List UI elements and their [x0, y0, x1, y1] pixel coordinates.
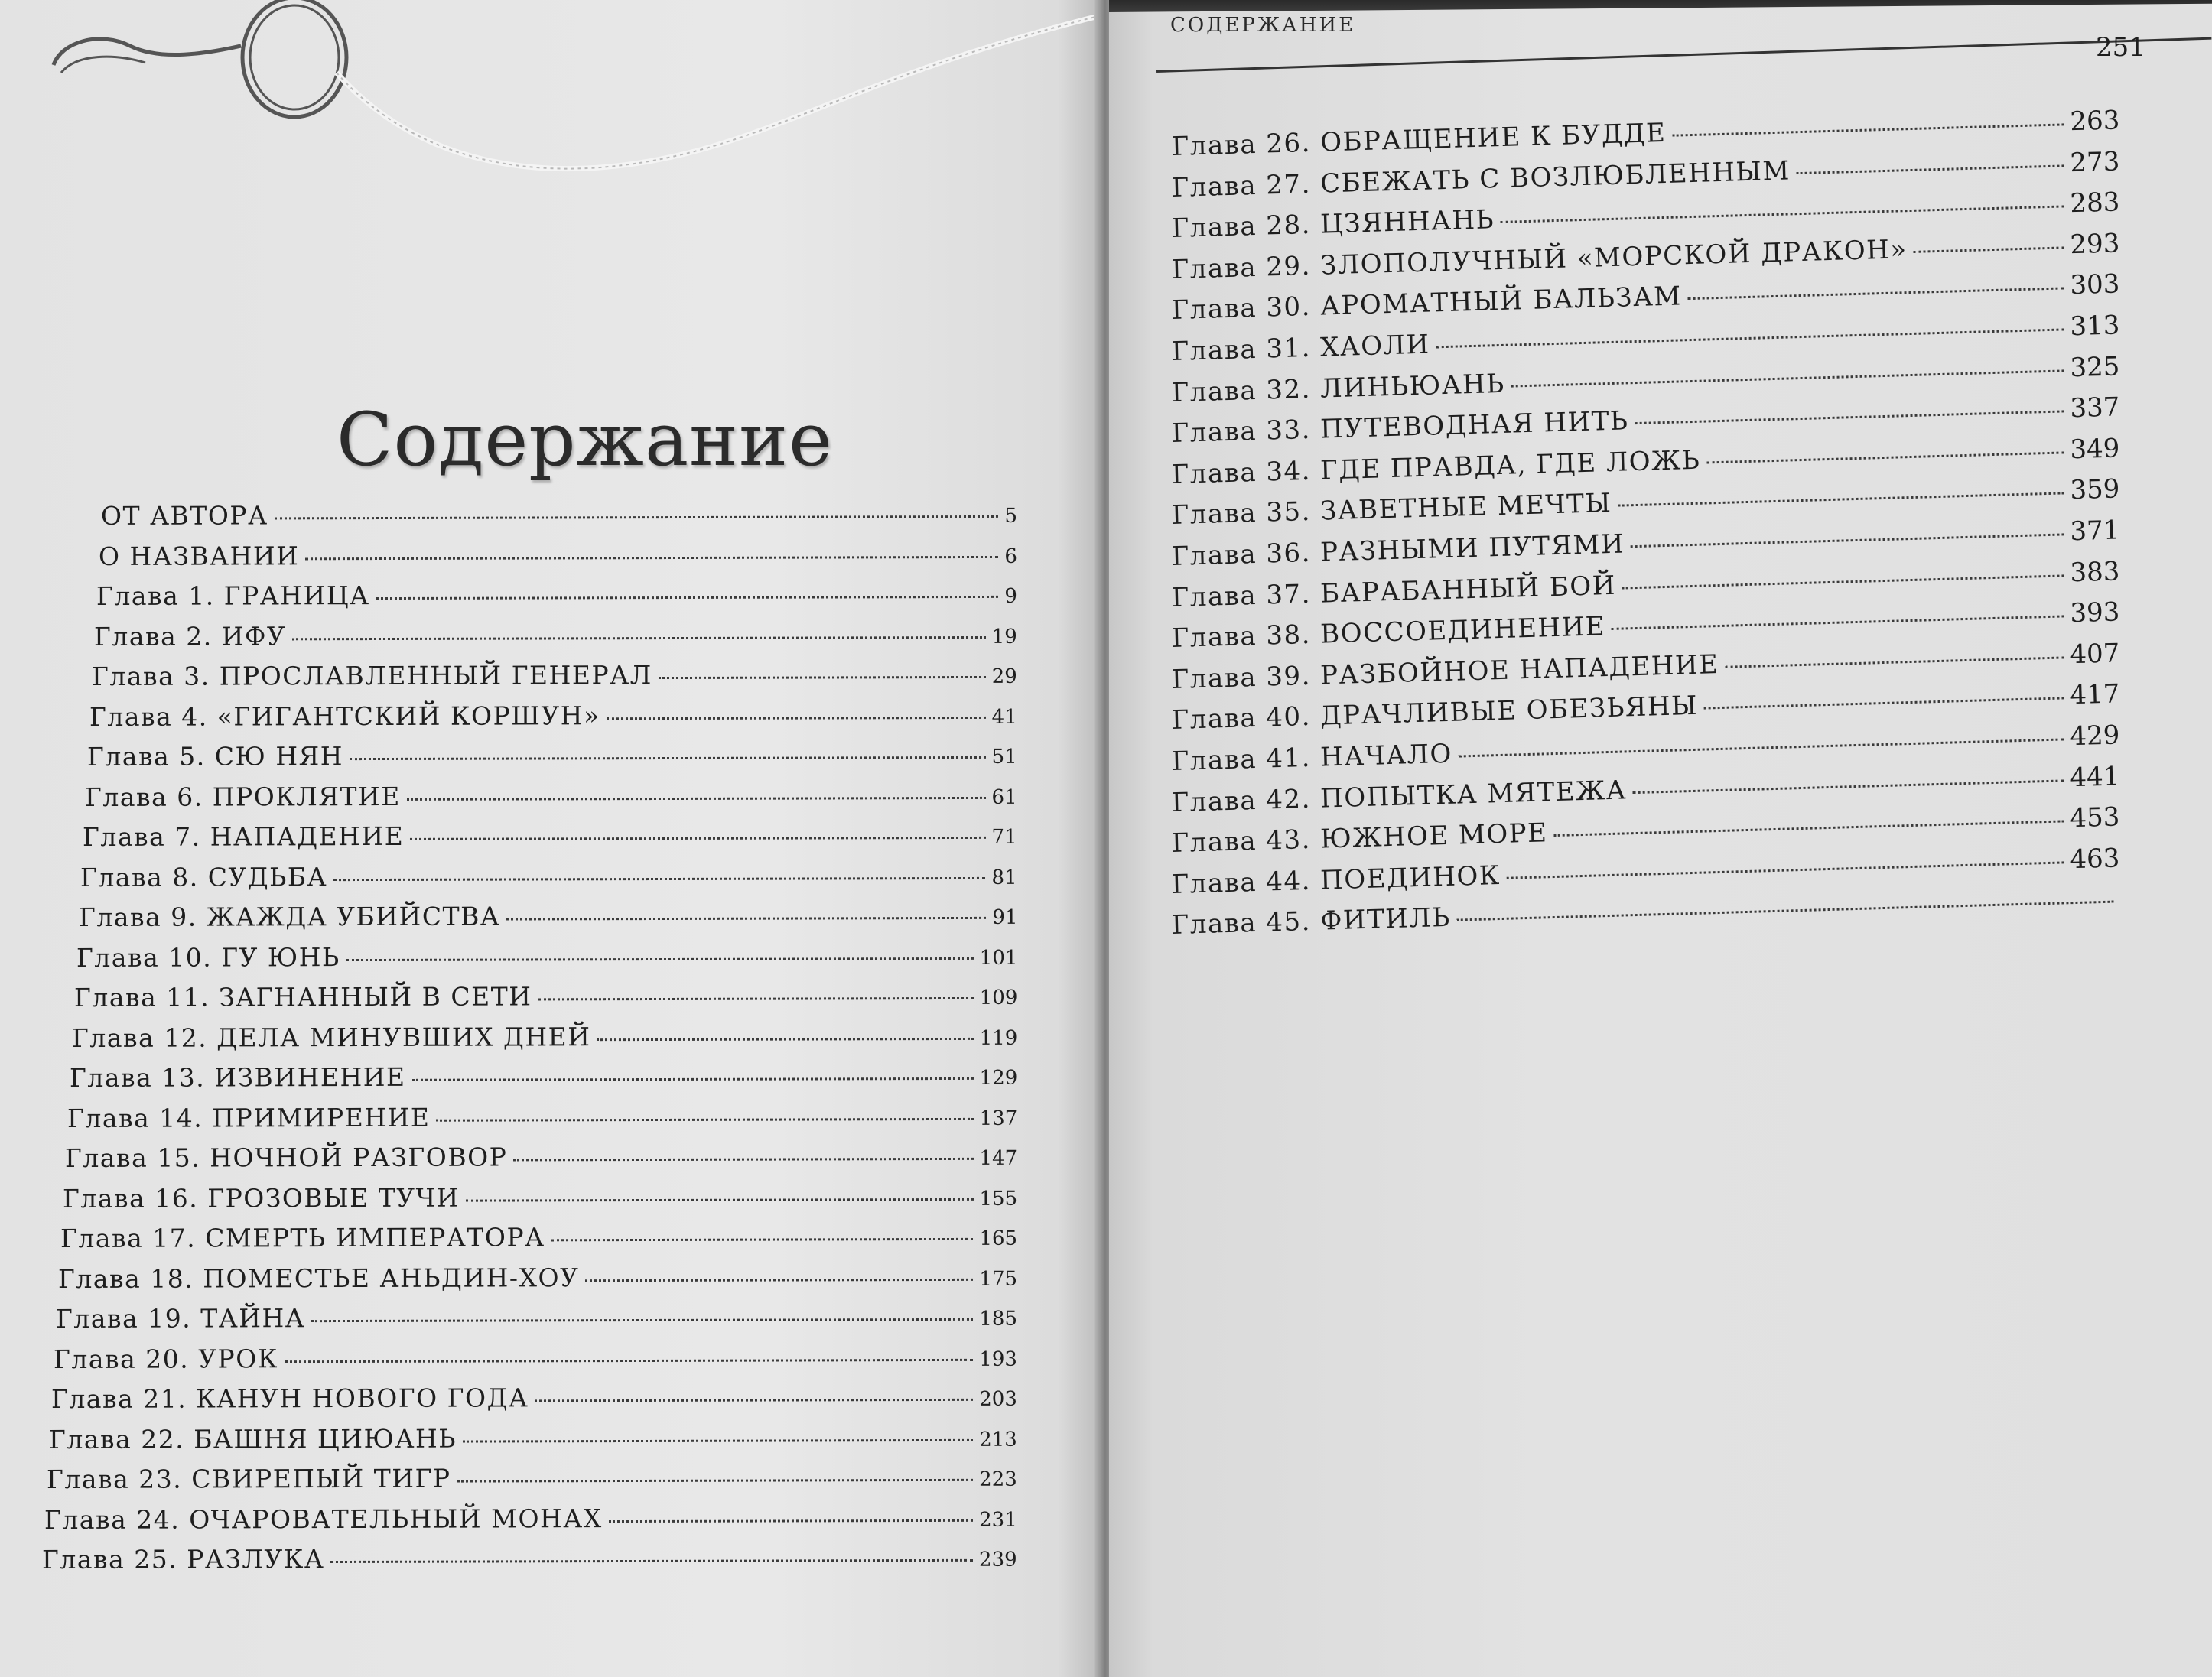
toc-entry-page: 429: [2069, 720, 2120, 752]
toc-entry-page: 9: [1004, 584, 1018, 608]
toc-dot-leader: [585, 1278, 973, 1281]
toc-entry-page: 453: [2069, 801, 2120, 834]
toc-entry-title: Глава 31. ХАОЛИ: [1171, 329, 1431, 367]
toc-entry-title: Глава 19. ТАЙНА: [55, 1303, 306, 1334]
toc-entry-title: Глава 12. ДЕЛА МИНУВШИХ ДНЕЙ: [71, 1021, 591, 1053]
toc-dot-leader: [407, 796, 986, 800]
toc-entry-page: 91: [991, 905, 1018, 929]
toc-entry-page: 29: [991, 665, 1018, 688]
toc-dot-leader: [609, 1519, 973, 1522]
toc-entry-title: Глава 16. ГРОЗОВЫЕ ТУЧИ: [62, 1182, 460, 1214]
toc-entry-title: Глава 10. ГУ ЮНЬ: [76, 941, 340, 973]
toc-entry-page: 239: [979, 1548, 1018, 1571]
toc-entry-title: Глава 5. СЮ НЯН: [87, 741, 344, 772]
toc-entry-page: 337: [2069, 392, 2120, 424]
toc-dot-leader: [1633, 779, 2064, 794]
toc-entry-title: Глава 35. ЗАВЕТНЫЕ МЕЧТЫ: [1171, 488, 1612, 531]
toc-entry-title: Глава 2. ИФУ: [94, 620, 287, 652]
toc-entry-title: Глава 45. ФИТИЛЬ: [1171, 902, 1452, 941]
toc-entry-title: Глава 43. ЮЖНОЕ МОРЕ: [1171, 817, 1548, 860]
toc-dot-leader: [275, 515, 999, 519]
toc-entry: [58, 1261, 1017, 1303]
toc-dot-leader: [513, 1158, 973, 1162]
toc-entry-title: Глава 38. ВОССОЕДИНЕНИЕ: [1171, 611, 1606, 655]
toc-dot-leader: [1618, 492, 2064, 507]
toc-entry: [72, 1020, 1017, 1062]
toc-entry-title: Глава 25. РАЗЛУКА: [42, 1544, 325, 1575]
toc-entry-page: 393: [2069, 596, 2120, 629]
toc-entry-page: 231: [979, 1508, 1018, 1532]
toc-entry-title: Глава 18. ПОМЕСТЬЕ АНЬДИН-ХОУ: [57, 1262, 580, 1294]
toc-entry: [83, 820, 1017, 862]
toc-entry-title: Глава 4. «ГИГАНТСКИЙ КОРШУН»: [89, 700, 601, 732]
toc-dot-leader: [457, 1479, 974, 1483]
toc-entry-title: Глава 24. ОЧАРОВАТЕЛЬНЫЙ МОНАХ: [44, 1503, 603, 1535]
toc-entry: [47, 1462, 1017, 1504]
toc-entry-title: Глава 40. ДРАЧЛИВЫЕ ОБЕЗЬЯНЫ: [1171, 691, 1699, 736]
toc-entry-page: 137: [979, 1107, 1018, 1130]
toc-entry-page: 61: [991, 785, 1018, 809]
toc-dot-leader: [305, 555, 998, 559]
toc-dot-leader: [1457, 901, 2114, 921]
toc-dot-leader: [1688, 288, 2064, 301]
toc-entry-title: О НАЗВАНИИ: [98, 540, 300, 571]
toc-dot-leader: [659, 676, 986, 679]
toc-entry-page: 119: [979, 1026, 1018, 1050]
toc-entry-page: 19: [991, 625, 1018, 648]
toc-entry-title: Глава 41. НАЧАЛО: [1171, 738, 1453, 777]
toc-entry-title: Глава 28. ЦЗЯННАНЬ: [1171, 204, 1495, 245]
toc-entry-page: 263: [2069, 105, 2120, 138]
toc-entry-page: 349: [2069, 433, 2120, 465]
toc-entry: [99, 538, 1017, 580]
toc-entry-page: 81: [991, 866, 1018, 889]
toc-entry-page: 155: [979, 1187, 1018, 1211]
toc-dot-leader: [1631, 533, 2064, 548]
toc-dot-leader: [331, 1559, 974, 1563]
toc-entry-page: 193: [979, 1347, 1018, 1371]
toc-entry-title: Глава 32. ЛИНЬЮАНЬ: [1171, 368, 1506, 408]
toc-dot-leader: [285, 1358, 973, 1362]
toc-dot-leader: [1459, 738, 2064, 757]
toc-entry-title: Глава 37. БАРАБАННЫЙ БОЙ: [1171, 570, 1617, 613]
toc-dot-leader: [1725, 656, 2064, 668]
toc-dot-leader: [1622, 574, 2064, 589]
toc-entry-title: Глава 6. ПРОКЛЯТИЕ: [85, 781, 402, 812]
toc-entry-page: 6: [1004, 544, 1018, 568]
toc-dot-leader: [538, 997, 973, 1000]
toc-entry: [60, 1221, 1017, 1263]
toc-carryover-page-number: 251: [2096, 32, 2145, 63]
toc-entry-title: Глава 22. БАШНЯ ЦИЮАНЬ: [49, 1423, 457, 1454]
toc-dot-leader: [1706, 451, 2064, 463]
toc-entry-page: 5: [1004, 504, 1018, 528]
toc-entry-page: 371: [2069, 515, 2120, 548]
toc-entry: [80, 860, 1017, 902]
running-head: СОДЕРЖАНИЕ: [1170, 14, 1356, 37]
toc-entry-title: Глава 36. РАЗНЫМИ ПУТЯМИ: [1171, 528, 1625, 572]
toc-dot-leader: [1797, 164, 2064, 174]
toc-entry: [63, 1181, 1017, 1223]
toc-entry: [87, 739, 1017, 782]
toc-entry-title: Глава 13. ИЗВИНЕНИЕ: [69, 1061, 406, 1093]
toc-dot-leader: [346, 957, 973, 960]
toc-entry-title: Глава 15. НОЧНОЙ РАЗГОВОР: [64, 1142, 508, 1173]
toc-dot-leader: [350, 756, 986, 760]
toc-entry-page: 175: [979, 1267, 1018, 1291]
toc-entry: [70, 1061, 1017, 1103]
toc-entry-page: 325: [2069, 350, 2120, 383]
toc-dot-leader: [292, 635, 986, 639]
toc-entry-title: Глава 34. ГДЕ ПРАВДА, ГДЕ ЛОЖЬ: [1171, 444, 1701, 490]
toc-entry-title: Глава 20. УРОК: [53, 1343, 278, 1374]
toc-entry: [76, 940, 1017, 982]
toc-dot-leader: [597, 1037, 973, 1040]
toc-entry-page: 313: [2069, 310, 2120, 343]
toc-entry: [89, 699, 1017, 741]
toc-entry-page: 213: [979, 1428, 1018, 1451]
toc-entry-page: 293: [2069, 228, 2120, 260]
toc-entry: [94, 619, 1017, 661]
toc-entry-page: 109: [979, 986, 1018, 1009]
header-rule: [1156, 37, 2211, 73]
toc-entry-title: Глава 23. СВИРЕПЫЙ ТИГР: [47, 1463, 451, 1494]
toc-entry-page: 185: [979, 1307, 1018, 1331]
left-page: [0, 0, 1101, 1677]
toc-entry-page: 463: [2069, 843, 2120, 875]
toc-entry-page: 441: [2069, 760, 2120, 793]
page-edge-shadow: [1109, 0, 2212, 12]
toc-entry-page: 101: [979, 946, 1018, 970]
toc-entry-page: 41: [991, 705, 1018, 729]
toc-entry-page: 407: [2069, 638, 2120, 670]
toc-dot-leader: [1635, 411, 2064, 425]
toc-entry-page: 51: [991, 745, 1018, 769]
toc-entry-page: 383: [2069, 555, 2120, 588]
toc-entry-page: 283: [2069, 187, 2120, 219]
toc-entry: [54, 1341, 1017, 1383]
toc-entry-title: Глава 3. ПРОСЛАВЛЕННЫЙ ГЕНЕРАЛ: [92, 660, 652, 691]
toc-dot-leader: [1436, 328, 2064, 348]
toc-dot-leader: [311, 1318, 973, 1322]
toc-dot-leader: [376, 596, 999, 600]
toc-entry: [49, 1422, 1017, 1464]
toc-entry-title: Глава 7. НАПАДЕНИЕ: [83, 821, 405, 852]
monocle-ornament-icon: [31, 0, 1101, 199]
toc-entry-title: Глава 44. ПОЕДИНОК: [1171, 860, 1501, 900]
toc-entry-page: 165: [979, 1227, 1018, 1250]
toc-entry: [85, 779, 1017, 821]
toc-dot-leader: [506, 917, 986, 921]
toc-entry-page: 417: [2069, 678, 2120, 711]
toc-entry-page: 273: [2069, 145, 2120, 178]
toc-entry-title: Глава 29. ЗЛОПОЛУЧНЫЙ «МОРСКОЙ ДРАКОН»: [1171, 233, 1908, 285]
toc-dot-leader: [411, 837, 986, 840]
toc-entry: [67, 1100, 1017, 1142]
toc-entry-title: Глава 8. СУДЬБА: [80, 861, 328, 892]
toc-entry-title: Глава 27. СБЕЖАТЬ С ВОЗЛЮБЛЕННЫМ: [1171, 155, 1791, 203]
toc-entry-title: Глава 42. ПОПЫТКА МЯТЕЖА: [1171, 774, 1628, 818]
toc-entry-page: 147: [979, 1146, 1018, 1170]
toc-entry-title: Глава 14. ПРИМИРЕНИЕ: [67, 1102, 431, 1133]
right-page: [1109, 0, 2212, 1677]
toc-entry-title: Глава 11. ЗАГНАННЫЙ В СЕТИ: [73, 981, 532, 1012]
toc-dot-leader: [1511, 369, 2064, 387]
toc-dot-leader: [1612, 616, 2064, 631]
toc-entry-page: 359: [2069, 473, 2120, 506]
toc-entry: [74, 980, 1018, 1022]
toc-entry: [92, 659, 1017, 701]
toc-dot-leader: [1914, 246, 2064, 252]
toc-dot-leader: [334, 876, 986, 880]
toc-dot-leader: [463, 1438, 973, 1442]
toc-entry-page: 71: [991, 825, 1018, 849]
toc-dot-leader: [1501, 206, 2064, 224]
toc-entry-title: Глава 1. ГРАНИЦА: [96, 580, 370, 611]
toc-entry: [96, 579, 1017, 621]
page-title: Содержание: [337, 397, 833, 483]
toc-dot-leader: [1704, 697, 2064, 710]
toc-entry-page: 203: [979, 1387, 1018, 1411]
toc-entry-title: ОТ АВТОРА: [100, 500, 268, 531]
toc-entry-page: 223: [979, 1467, 1018, 1491]
toc-dot-leader: [1507, 861, 2064, 879]
toc-entry: [44, 1502, 1017, 1544]
toc-dot-leader: [551, 1238, 974, 1241]
toc-entry-title: Глава 30. АРОМАТНЫЙ БАЛЬЗАМ: [1171, 281, 1683, 327]
toc-dot-leader: [1672, 123, 2064, 136]
toc-dot-leader: [535, 1399, 973, 1402]
toc-entry-title: Глава 39. РАЗБОЙНОЕ НАПАДЕНИЕ: [1171, 648, 1719, 695]
toc-entry-page: 303: [2069, 268, 2120, 301]
toc-dot-leader: [411, 1077, 973, 1081]
toc-entry-page: 129: [979, 1066, 1018, 1090]
toc-entry: [65, 1141, 1017, 1183]
toc-entry-title: Глава 33. ПУТЕВОДНАЯ НИТЬ: [1171, 405, 1629, 450]
toc-entry-title: Глава 9. ЖАЖДА УБИЙСТВА: [78, 901, 500, 932]
toc-entry-title: Глава 26. ОБРАЩЕНИЕ К БУДДЕ: [1171, 117, 1667, 162]
toc-dot-leader: [607, 716, 986, 719]
toc-entry-title: Глава 21. КАНУН НОВОГО ГОДА: [51, 1383, 529, 1414]
toc-entry: [51, 1382, 1017, 1424]
toc-dot-leader: [466, 1198, 974, 1201]
toc-entry: [78, 900, 1017, 942]
toc-entry: [42, 1542, 1017, 1584]
toc-entry-title: Глава 17. СМЕРТЬ ИМПЕРАТОРА: [60, 1222, 545, 1253]
toc-entry: [56, 1302, 1017, 1344]
toc-dot-leader: [1553, 821, 2064, 837]
toc-entry: [101, 499, 1017, 541]
toc-dot-leader: [436, 1117, 973, 1121]
